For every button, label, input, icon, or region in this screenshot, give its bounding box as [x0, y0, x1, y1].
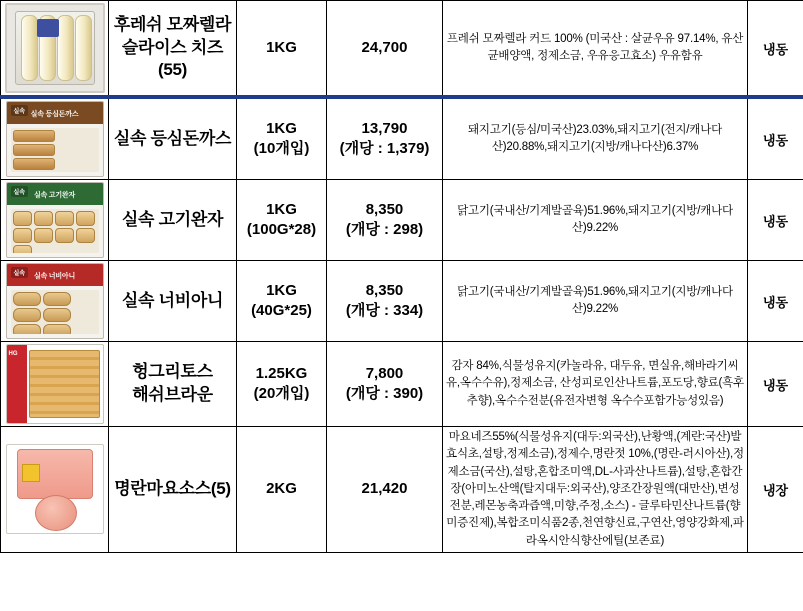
product-name: [109, 97, 237, 180]
product-name: [109, 427, 237, 553]
product-price: [327, 97, 443, 180]
table-row: [1, 97, 803, 180]
storage-type: 냉동: [748, 1, 803, 98]
price-sub: (개당 : 298): [345, 221, 424, 238]
product-ingredients: 돼지고기(등심/미국산)23.03%,돼지고기(전지/캐나다산)20.88%,돼지고기(지방/캐나다산)6.37%: [443, 97, 748, 180]
size-main: 1KG: [266, 281, 297, 299]
product-ingredients: 감자 84%,식물성유지(카놀라유, 대두유, 면실유,해바라기씨유,옥수수유),정제소금, 산성피로인산나트륨,포도당,향료(흑후추향),옥수수전분(유전자변형 옥수수포함가능성있음): [443, 342, 748, 427]
product-name-line1: 실속 너비아니: [121, 290, 224, 310]
product-size: [237, 427, 327, 553]
product-name-line2: 슬라이스 치즈 (55): [121, 37, 224, 80]
product-name-line1: 헝그리토스: [132, 362, 213, 382]
product-ingredients: 프레쉬 모짜렐라 커드 100% (미국산 : 살균우유 97.14%, 유산균배양액, 정제소금, 우유응고효소) 우유함유: [443, 1, 748, 98]
product-image-cell: [1, 342, 109, 427]
mozzarella-cheese-icon: [5, 3, 105, 93]
table-row: [1, 342, 803, 427]
price-sub: (개당 : 334): [345, 302, 424, 319]
storage-type: 냉동: [748, 342, 803, 427]
size-sub: (100G*28): [246, 221, 317, 238]
product-ingredients: 닭고기(국내산/기계발골육)51.96%,돼지고기(지방/캐나다산)9.22%: [443, 180, 748, 261]
size-main: 1.25KG: [255, 364, 308, 382]
product-price: [327, 180, 443, 261]
product-size: [237, 97, 327, 180]
price-main: 21,420: [361, 480, 408, 498]
product-size: [237, 342, 327, 427]
price-sub: (개당 : 1,379): [339, 140, 430, 157]
product-name: [109, 1, 237, 98]
product-size: [237, 180, 327, 261]
product-image-cell: [1, 1, 109, 98]
product-name: [109, 180, 237, 261]
product-size: [237, 1, 327, 98]
table-row: [1, 427, 803, 553]
storage-type: 냉동: [748, 97, 803, 180]
price-main: 7,800: [365, 364, 404, 382]
size-sub: (20개입): [253, 385, 310, 402]
table-row: [1, 180, 803, 261]
product-name-line1: 명란마요소스(5): [114, 478, 231, 498]
mayo-sauce-pouch-icon: [6, 444, 104, 534]
size-sub: (10개입): [253, 140, 310, 157]
product-image-cell: [1, 261, 109, 342]
size-main: 1KG: [266, 200, 297, 218]
storage-type: 냉동: [748, 261, 803, 342]
hash-brown-box-icon: HG: [6, 344, 104, 424]
product-name: [109, 342, 237, 427]
product-ingredients: 마요네즈55%(식물성유지(대두:외국산),난황액,(계란:국산)발효식초,설탕,정제소금),정제수,명란젓 10%,(명란-러시아산),정제소금(국산),설탕,혼합조미액,DL-사과산나트륨),설탕,혼합간장(아미노산액(탈지대두:외국산),양조간장원액(대만산),변성전분,레몬농축과즙액,미향,주정,소스) - 글루타민산나트륨(향미증진제),복합조미식품2종,천연향신료,구연산,영양강화제,파라옥시안식향산에틸(보존료): [443, 427, 748, 553]
table-row: [1, 1, 803, 98]
neobiani-package-icon: 실속 실속 너비아니: [6, 263, 104, 339]
product-image-cell: [1, 97, 109, 180]
price-main: 24,700: [361, 38, 408, 56]
product-image-cell: [1, 180, 109, 261]
size-main: 2KG: [266, 480, 297, 498]
price-main: 13,790: [361, 119, 408, 137]
size-main: 1KG: [266, 38, 297, 56]
product-name-line1: 실속 등심돈까스: [113, 128, 232, 148]
size-main: 1KG: [266, 119, 297, 137]
product-size: [237, 261, 327, 342]
product-name: [109, 261, 237, 342]
price-main: 8,350: [365, 200, 404, 218]
size-sub: (40G*25): [251, 302, 312, 319]
product-price: [327, 261, 443, 342]
product-price: [327, 427, 443, 553]
product-name-line1: 후레쉬 모짜렐라: [113, 14, 232, 34]
meat-ball-package-icon: 실속 실속 고기완자: [6, 182, 104, 258]
product-name-line1: 실속 고기완자: [121, 209, 224, 229]
product-price: [327, 342, 443, 427]
product-ingredients: 닭고기(국내산/기계발골육)51.96%,돼지고기(지방/캐나다산)9.22%: [443, 261, 748, 342]
storage-type: 냉장: [748, 427, 803, 553]
price-main: 8,350: [365, 281, 404, 299]
product-price: [327, 1, 443, 98]
price-sub: (개당 : 390): [345, 385, 424, 402]
product-image-cell: [1, 427, 109, 553]
pork-cutlet-package-icon: 실속 실속 등심돈까스: [6, 101, 104, 177]
product-name-line2: 해쉬브라운: [132, 385, 213, 404]
table-row: [1, 261, 803, 342]
storage-type: 냉동: [748, 180, 803, 261]
